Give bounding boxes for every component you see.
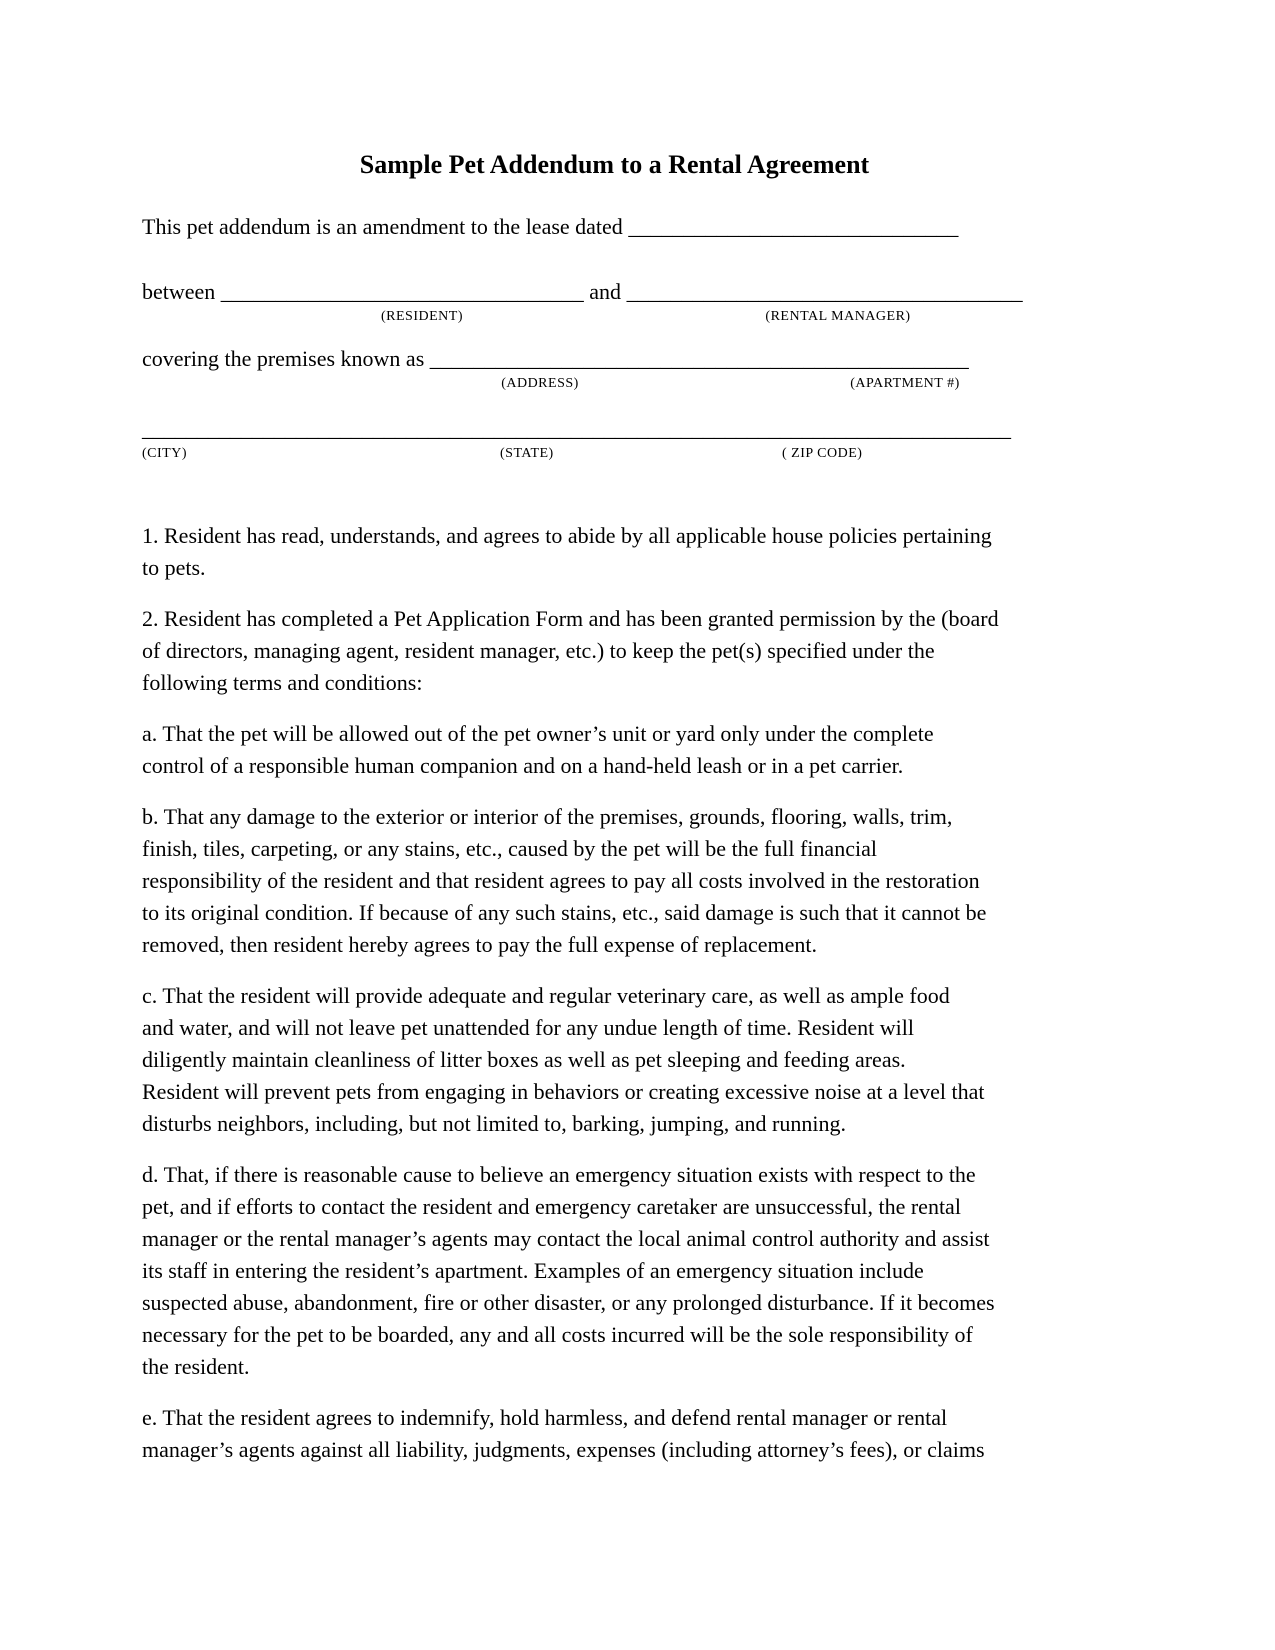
clause-line: e. That the resident agrees to indemnify, hold harmless, and defend rental manager or rental xyxy=(142,1405,948,1430)
apartment-caption: (APARTMENT #) xyxy=(850,376,960,391)
city-state-zip-captions xyxy=(142,445,1087,463)
clause-d xyxy=(142,1159,1087,1383)
clause-line: a. That the pet will be allowed out of the pet owner’s unit or yard only under the complete xyxy=(142,721,934,746)
clause-line: 1. Resident has read, understands, and agrees to abide by all applicable house policies pertaining xyxy=(142,523,992,548)
clause-b xyxy=(142,801,1087,961)
clause-line: control of a responsible human companion and on a hand-held leash or in a pet carrier. xyxy=(142,753,904,778)
clause-1 xyxy=(142,520,1087,584)
clause-line: to pets. xyxy=(142,555,206,580)
clause-line: its staff in entering the resident’s apartment. Examples of an emergency situation include xyxy=(142,1258,924,1283)
zip-caption: ( ZIP CODE) xyxy=(782,446,863,461)
rental-manager-name-blank: ____________________________________ xyxy=(626,279,1023,304)
clause-line: of directors, managing agent, resident manager, etc.) to keep the pet(s) specified under the xyxy=(142,638,935,663)
parties-line xyxy=(142,275,1087,308)
clause-line: 2. Resident has completed a Pet Application Form and has been granted permission by the (board xyxy=(142,606,999,631)
clause-line: c. That the resident will provide adequate and regular veterinary care, as well as ample food xyxy=(142,983,950,1008)
city-state-zip-blank: _______________________________________________________________________________ xyxy=(142,416,1011,441)
clause-line: the resident. xyxy=(142,1354,250,1379)
clause-line: manager’s agents against all liability, judgments, expenses (including attorney’s fees), or claims xyxy=(142,1437,985,1462)
clause-line: suspected abuse, abandonment, fire or other disaster, or any prolonged disturbance. If it becomes xyxy=(142,1290,995,1315)
clause-line: disturbs neighbors, including, but not limited to, barking, jumping, and running. xyxy=(142,1111,846,1136)
premises-text: covering the premises known as xyxy=(142,346,425,371)
clause-line: d. That, if there is reasonable cause to believe an emergency situation exists with respect to the xyxy=(142,1162,976,1187)
resident-caption: (RESIDENT) xyxy=(381,309,463,324)
address-caption: (ADDRESS) xyxy=(501,376,579,391)
address-blank: _________________________________________________ xyxy=(429,346,969,371)
lease-date-blank: ______________________________ xyxy=(628,214,959,239)
clause-line: b. That any damage to the exterior or interior of the premises, grounds, flooring, walls, trim, xyxy=(142,804,953,829)
clause-2 xyxy=(142,603,1087,699)
city-state-zip-line xyxy=(142,412,1087,445)
clause-line: necessary for the pet to be boarded, any and all costs incurred will be the sole responsibility of xyxy=(142,1322,973,1347)
clause-line: pet, and if efforts to contact the resident and emergency caretaker are unsuccessful, the rental xyxy=(142,1194,961,1219)
clause-a xyxy=(142,718,1087,782)
state-caption: (STATE) xyxy=(500,446,554,461)
and-text: and xyxy=(589,279,622,304)
clause-line: manager or the rental manager’s agents may contact the local animal control authority and assist xyxy=(142,1226,990,1251)
lease-date-line xyxy=(142,210,1087,243)
rental-manager-caption: (RENTAL MANAGER) xyxy=(765,309,911,324)
premises-captions xyxy=(142,375,1087,393)
clause-line: diligently maintain cleanliness of litter boxes as well as pet sleeping and feeding areas. xyxy=(142,1047,906,1072)
city-caption: (CITY) xyxy=(142,446,187,461)
clause-line: to its original condition. If because of any such stains, etc., said damage is such that it cannot be xyxy=(142,900,987,925)
parties-captions xyxy=(142,308,1087,326)
clause-line: finish, tiles, carpeting, or any stains, etc., caused by the pet will be the full financial xyxy=(142,836,877,861)
clause-line: Resident will prevent pets from engaging in behaviors or creating excessive noise at a level that xyxy=(142,1079,985,1104)
between-text: between xyxy=(142,279,216,304)
clause-line: and water, and will not leave pet unattended for any undue length of time. Resident will xyxy=(142,1015,914,1040)
clause-c xyxy=(142,980,1087,1140)
lease-date-text: This pet addendum is an amendment to the lease dated xyxy=(142,214,623,239)
clause-e xyxy=(142,1402,1087,1466)
resident-name-blank: _________________________________ xyxy=(220,279,584,304)
clause-line: responsibility of the resident and that resident agrees to pay all costs involved in the restoration xyxy=(142,868,980,893)
clause-line: removed, then resident hereby agrees to pay the full expense of replacement. xyxy=(142,932,817,957)
clause-line: following terms and conditions: xyxy=(142,670,423,695)
premises-line xyxy=(142,342,1087,375)
document-title: Sample Pet Addendum to a Rental Agreement xyxy=(359,150,870,179)
